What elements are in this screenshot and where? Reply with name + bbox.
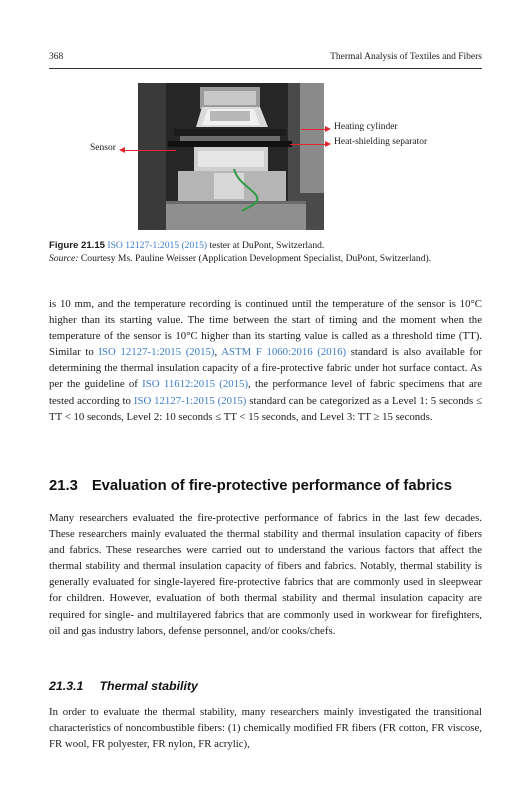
reference-link-iso-12127[interactable]: ISO 12127-1:2015 (2015) [98,346,215,359]
heat-shielding-separator-label: Heat-shielding separator [334,137,428,147]
figure-label: Figure 21.15 [49,240,105,251]
paragraph-threshold-time [49,296,482,425]
source-label: Source: [49,252,79,264]
caption-text: tester at DuPont, Switzerland. [207,240,325,251]
caption-reference-link[interactable]: ISO 12127-1:2015 (2015) [107,240,208,251]
section-title: Evaluation of fire-protective performance of fabrics [91,478,452,494]
book-title: Thermal Analysis of Textiles and Fibers [330,52,482,62]
reference-link-iso-12127-b[interactable]: ISO 12127-1:2015 (2015) [133,394,247,407]
separator-leader [290,144,327,145]
heating-cylinder-arrow-icon [325,126,331,132]
paragraph-thermal-stability: In order to evaluate the thermal stability, many researchers mainly investigated the transitional characteristics of noncombustible fibers: (1) chemically modified FR fibers (FR cotton, FR viscose, FR wool, FR polyester, FR nylon, FR acrylic), [49,706,482,751]
heating-cylinder-label: Heating cylinder [334,122,398,132]
subsection-heading [49,679,198,693]
section-heading [49,478,489,494]
sensor-label: Sensor [90,143,116,153]
figure-caption [49,240,482,265]
text-run: standard can be categorized as a Level 1: 5 seconds ≤ TT < 10 seconds, Level 2: 10 seconds ≤ TT < 15 seconds, and Level 3: TT ≥ 15 seconds. [49,394,483,423]
paragraph-evaluation: Many researchers evaluated the fire-protective performance of fabrics in the last few decades. These researchers mainly evaluated the thermal stability and thermal insulation capacity of fibers and fabrics. These researches were carried out to understand the various factors that affect the thermal stability and thermal insulation capacity of fibers and fabrics. Notably, thermal stability is generally evaluated for single-layered fire-protective fabrics that are commonly used in sleepwear for children. However, evaluation of both thermal stability and thermal insulation capacity are required for single- and multilayered fabrics that are commonly used in workwear for firefighters, oil and gas industry labors, defense personnel, and/or cooks/chefs. [49,512,482,637]
reference-link-iso-11612[interactable]: ISO 11612:2015 (2015) [142,378,249,391]
figure-photo [138,83,324,230]
text-run: , [214,346,222,359]
page-number: 368 [49,52,64,62]
running-head [49,52,482,66]
subsection-number: 21.3.1 [49,679,84,693]
text-run: standard is also available for determining the thermal insulation capacity of a fire-protective fabric under hot surface contact. As per the guideline of [49,346,482,391]
text-run: is 10 mm, and the temperature recording is continued until the temperature of the sensor is 10°C higher than its starting value. The time between the start of timing and the moment when the temperature of the sensor is 10°C higher than its starting value is called as a threshold time (TT). Similar to [49,298,482,359]
subsection-title: Thermal stability [99,679,198,693]
sensor-leader [124,150,176,151]
source-text: Courtesy Ms. Pauline Weisser (Application Development Specialist, DuPont, Switzerland). [78,252,432,264]
section-number: 21.3 [49,478,78,494]
text-run: , the performance level of fabric specimens that are tested according to [49,378,483,407]
separator-arrow-icon [325,141,331,147]
reference-link-astm-f1060[interactable]: ASTM F 1060:2016 (2016) [221,346,347,359]
heating-cylinder-leader [301,129,327,130]
header-rule [49,68,482,69]
